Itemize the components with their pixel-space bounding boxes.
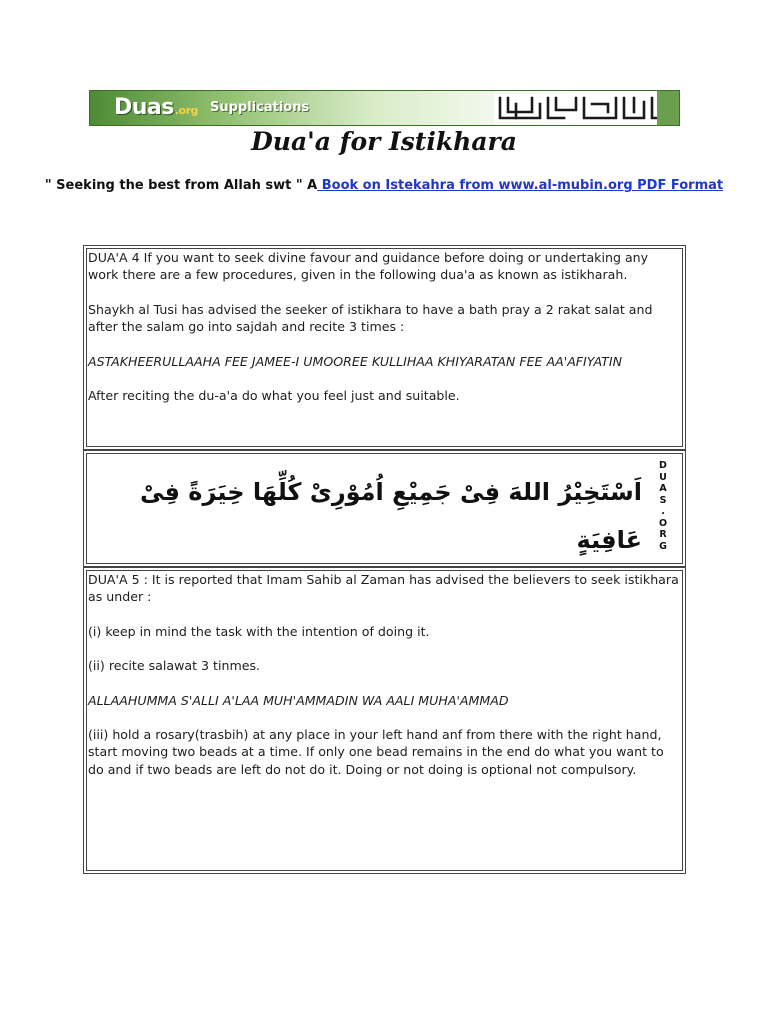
watermark-char: A bbox=[659, 483, 667, 494]
logo-main: Duas bbox=[114, 95, 174, 120]
dua5-step-2: (ii) recite salawat 3 tinmes. bbox=[88, 658, 261, 674]
watermark-char: R bbox=[659, 529, 667, 540]
watermark-char: U bbox=[659, 471, 667, 483]
watermark-char: O bbox=[658, 517, 668, 529]
arabic-cell bbox=[86, 453, 683, 564]
bismillah-calligraphy-icon bbox=[494, 94, 680, 122]
dua4-cell bbox=[86, 248, 683, 447]
dua5-intro: DUA'A 5 : It is reported that Imam Sahib al Zaman has advised the believers to seek istikhara as under : bbox=[88, 572, 679, 605]
duas-watermark bbox=[654, 460, 672, 552]
subtitle bbox=[0, 177, 768, 195]
arabic-dua-text: اَسْتَخِيْرُ اللهَ فِىْ جَمِيْعِ اُمُوْرِىْ كُلِّهَا خِيَرَةً فِىْ عَافِيَةٍ bbox=[139, 477, 642, 554]
dua4-intro: DUA'A 4 If you want to seek divine favour and guidance before doing or undertaking any work there are a few procedures, given in the following dua'a as known as istikharah. bbox=[88, 250, 649, 283]
dua5-step-1: (i) keep in mind the task with the intention of doing it. bbox=[88, 623, 430, 639]
section-label: Supplications bbox=[210, 100, 310, 115]
banner-edge bbox=[657, 91, 679, 125]
arabic-table bbox=[83, 450, 686, 567]
dua5-transliteration: ALLAAHUMMA S'ALLI A'LAA MUH'AMMADIN WA AALI MUHA'AMMAD bbox=[88, 692, 509, 708]
book-pdf-link[interactable]: Book on Istekahra from www.al-mubin.org PDF Format bbox=[317, 178, 724, 193]
page-title: Dua'a for Istikhara bbox=[251, 127, 517, 156]
dua4-table bbox=[83, 245, 686, 450]
watermark-char: G bbox=[659, 540, 667, 552]
subtitle-prefix: " Seeking the best from Allah swt " A bbox=[44, 178, 318, 193]
site-logo[interactable] bbox=[114, 95, 198, 120]
watermark-char: D bbox=[659, 460, 667, 471]
watermark-char: S bbox=[659, 494, 667, 506]
dua4-transliteration: ASTAKHEERULLAAHA FEE JAMEE-I UMOOREE KULLIHAA KHIYARATAN FEE AA'AFIYATIN bbox=[88, 353, 623, 369]
dua5-table bbox=[83, 567, 686, 874]
dua5-step-3: (iii) hold a rosary(trasbih) at any place in your left hand anf from there with the right hand, start moving two beads at a time. If only one bead remains in the end do what you want to do and if two beads are left do not do it. Doing or not doing is optional not compulsory. bbox=[88, 727, 664, 777]
logo-suffix: .org bbox=[174, 104, 198, 117]
dua4-after: After reciting the du-a'a do what you feel just and suitable. bbox=[88, 388, 460, 404]
watermark-char: . bbox=[661, 506, 665, 517]
dua4-tusi-advice: Shaykh al Tusi has advised the seeker of istikhara to have a bath pray a 2 rakat salat and after the salam go into sajdah and recite 3 times : bbox=[88, 301, 653, 335]
dua5-cell bbox=[86, 570, 683, 871]
site-banner[interactable] bbox=[89, 90, 680, 126]
